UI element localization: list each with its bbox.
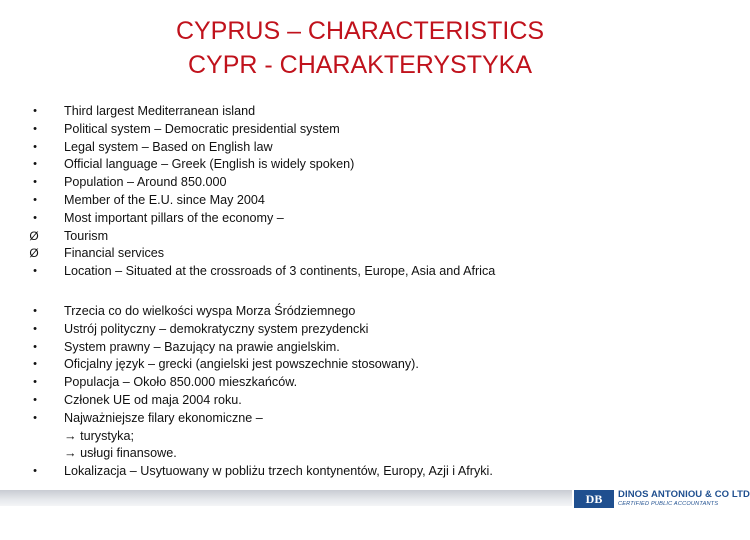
list-item-text: Lokalizacja – Usytuowany w pobliżu trzech kontynentów, Europy, Azji i Afryki. (64, 464, 493, 479)
bullet-icon: • (33, 322, 37, 335)
bullet-icon: • (33, 158, 37, 171)
slide-title (0, 14, 720, 82)
bullet-icon: • (33, 211, 37, 224)
logo-company-name: DINOS ANTONIOU & CO LTD (618, 489, 750, 500)
bullet-icon: • (33, 265, 37, 278)
bullet-icon: • (33, 411, 37, 424)
bullet-icon: • (33, 176, 37, 189)
list-item-text: Populacja – Około 850.000 mieszkańców. (64, 375, 298, 390)
title-line-english: CYPRUS – CHARACTERISTICS (175, 17, 545, 45)
list-item-text: Population – Around 850.000 (64, 175, 227, 190)
list-item-text: Third largest Mediterranean island (64, 104, 256, 118)
company-logo (572, 488, 750, 512)
logo-mark: DB (574, 490, 614, 508)
list-item-text: Financial services (64, 246, 165, 261)
list-item-text: Location – Situated at the crossroads of 3 continents, Europe, Asia and Africa (64, 264, 496, 279)
bullet-icon: • (33, 465, 37, 478)
bullet-icon: • (33, 122, 37, 135)
bullet-icon: • (33, 193, 37, 206)
bullet-icon: • (33, 393, 37, 406)
bullet-icon: • (33, 340, 37, 353)
list-item-text: Legal system – Based on English law (64, 139, 273, 154)
list-item-text: Członek UE od maja 2004 roku. (64, 392, 242, 407)
logo-subtitle: CERTIFIED PUBLIC ACCOUNTANTS (618, 501, 719, 507)
list-item-text: Political system – Democratic presidential system (64, 121, 340, 136)
list-item-text: Member of the E.U. since May 2004 (64, 192, 265, 207)
list-item-text: Najważniejsze filary ekonomiczne – (64, 410, 263, 425)
arrow-bullet-icon: Ø (29, 228, 39, 243)
list-item-text: → usługi finansowe. (64, 446, 177, 461)
list-item-text: Most important pillars of the economy – (64, 210, 284, 225)
footer-band (0, 490, 572, 506)
list-item-text: System prawny – Bazujący na prawie angielskim. (64, 339, 340, 354)
bullet-icon: • (33, 140, 37, 153)
bullet-icon: • (33, 376, 37, 389)
list-item-text: Official language – Greek (English is widely spoken) (64, 157, 355, 172)
bullet-icon: • (33, 105, 37, 117)
bullet-icon: • (33, 358, 37, 371)
list-item-text: Tourism (64, 228, 109, 243)
list-item-text: Oficjalny język – grecki (angielski jest powszechnie stosowany). (64, 357, 419, 372)
bullet-icon: • (33, 305, 37, 317)
title-line-polish: CYPR - CHARAKTERYSTYKA (187, 51, 533, 79)
list-item-text: → turystyka; (64, 428, 134, 443)
arrow-bullet-icon: Ø (29, 246, 39, 261)
list-item-text: Ustrój polityczny – demokratyczny system prezydencki (64, 321, 369, 336)
list-item-text: Trzecia co do wielkości wyspa Morza Śródziemnego (64, 304, 356, 318)
